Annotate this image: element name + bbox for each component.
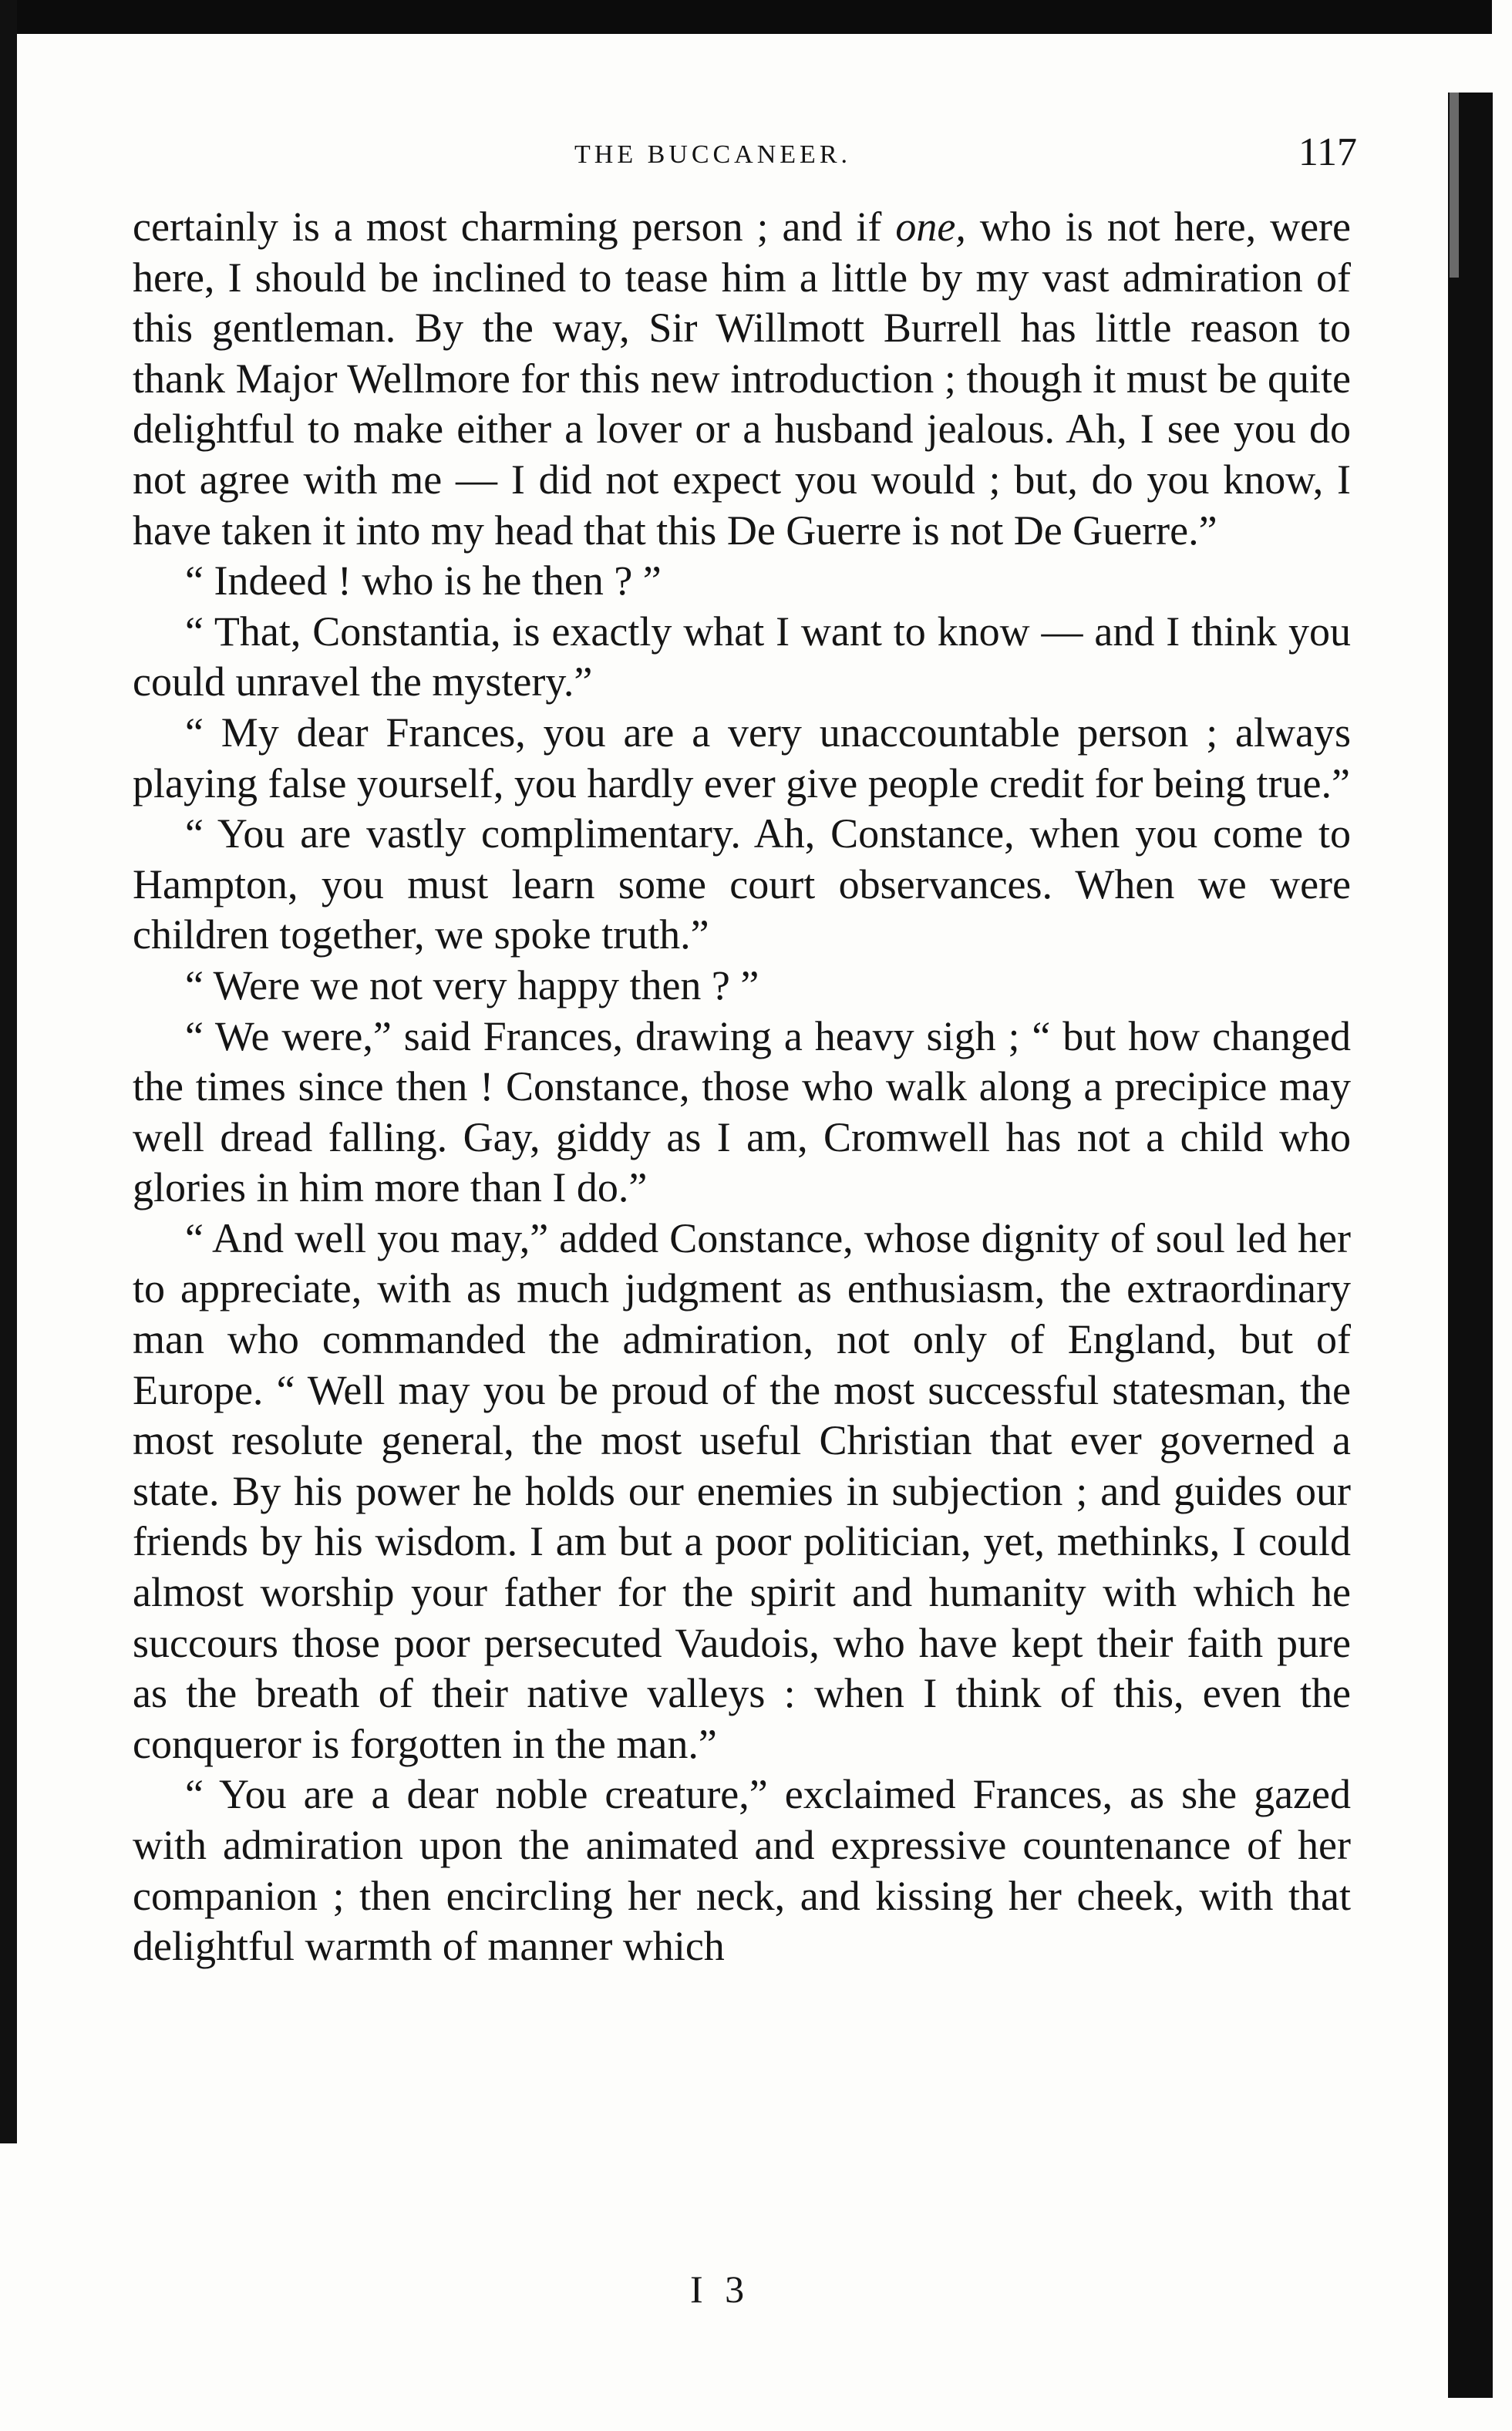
paragraph [133, 607, 1351, 708]
scan-left-border [0, 0, 17, 2143]
paragraph [133, 202, 1351, 556]
text-run: who is not here, were here, I should be inclined to tease him a little by my vast admiration of this gentleman. By the way, Sir Willmott Burrell has little reason to thank Major Wellmore for this new introduction ; though it must be quite delightful to make either a lover or a husband jealous. Ah, I see you do not agree with me — I did not expect you would ; but, do you know, I have taken it into my head that this De Guerre is not De Guerre.” [133, 204, 1351, 554]
text-run: “ Indeed ! who is he then ? ” [185, 557, 662, 604]
paragraph [133, 556, 1351, 607]
scan-right-border-highlight [1450, 93, 1459, 278]
scan-right-border [1448, 93, 1493, 2398]
page-number: 117 [1298, 130, 1357, 174]
text-run: “ You are vastly complimentary. Ah, Constance, when you come to Hampton, you must learn some court observances. When we were children together, we spoke truth.” [133, 810, 1351, 958]
paragraph [133, 961, 1351, 1012]
text-run: “ You are a dear noble creature,” exclaimed Frances, as she gazed with admiration upon the animated and expressive countenance of her companion ; then encircling her neck, and kissing her cheek, with that delightful warmth of manner which [133, 1771, 1351, 1970]
paragraph [133, 809, 1351, 961]
text-run: certainly is a most charming person ; and if [133, 204, 896, 250]
text-run: “ Were we not very happy then ? ” [185, 961, 759, 1008]
text-run: “ My dear Frances, you are a very unaccountable person ; always playing false yourself, you hardly ever give people credit for being true.” [133, 709, 1351, 806]
paragraph [133, 1769, 1351, 1971]
body-text [133, 202, 1351, 1972]
text-run: “ And well you may,” added Constance, whose dignity of soul led her to appreciate, with as much judgment as enthusiasm, the extraordinary man who commanded the admiration, not only of England, but of Europe. “ Well may you be proud of the most successful statesman, the most resolute general, the most useful Christian that ever governed a state. By his power he holds our enemies in subjection ; and guides our friends by his wisdom. I am but a poor politician, yet, methinks, I could almost worship your father for the spirit and humanity with which he succours those poor persecuted Vaudois, who have kept their faith pure as the breath of their native valleys : when I think of this, even the conqueror is forgotten in the man.” [133, 1214, 1351, 1767]
running-title: THE BUCCANEER. [574, 140, 851, 169]
text-run: “ That, Constantia, is exactly what I want to know — and I think you could unravel the mystery.” [133, 608, 1351, 705]
signature-mark: I 3 [690, 2268, 751, 2311]
running-head [131, 130, 1357, 184]
paragraph [133, 1012, 1351, 1214]
paragraph [133, 1214, 1351, 1770]
scan-top-border [0, 0, 1492, 34]
text-run: “ We were,” said Frances, drawing a heavy sigh ; “ but how changed the times since then ! Constance, those who walk along a precipice may well dread falling. Gay, giddy as I am, Cromwell has not a child who glories in him more than I do.” [133, 1012, 1351, 1211]
italic-text: one, [895, 204, 966, 250]
paragraph [133, 708, 1351, 809]
